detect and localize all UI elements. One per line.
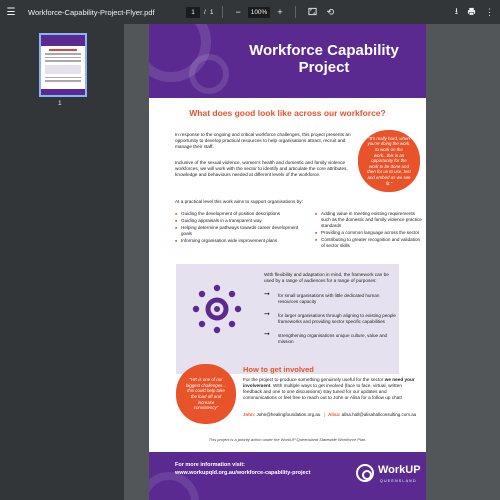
logo-subtitle: QUEENSLAND: [380, 479, 417, 483]
audience-item-text: for larger organisations through aligning to existing people frameworks and providing sector specific capabilities: [278, 313, 396, 324]
audience-item: [264, 333, 398, 345]
pdf-toolbar: [0, 0, 500, 24]
aims-paragraph: At a practical level this work aims to support organisations by:: [175, 199, 303, 204]
aims-list-left: [175, 211, 309, 245]
quote-bubble: [176, 364, 236, 424]
audience-item: [264, 293, 398, 305]
quote-bubble: [358, 130, 420, 192]
flyer-title: Workforce Capability Project: [249, 42, 399, 76]
list-item: ■ Contributing to greater recognition and validation of sector skills: [315, 237, 423, 249]
aims-list-right: [315, 211, 423, 250]
toolbar-divider: [222, 6, 223, 18]
thumbnail-header: [41, 35, 85, 46]
list-item: ■ Providing a common language across the sector: [315, 230, 423, 236]
thumbnail-text: [45, 53, 81, 55]
download-icon[interactable]: ⭳: [454, 6, 458, 16]
section-heading: What does good look like across our workforce?: [189, 108, 386, 118]
people-circle-icon: [192, 284, 242, 334]
page-zoom-controls: [186, 0, 337, 24]
workup-logo: [356, 462, 420, 494]
body-text: For the project to produce something genuinely useful for the sector: [243, 377, 385, 382]
list-item: ■ Adding value in meeting existing requirements such as the domestic and family violence practice standards: [315, 211, 423, 229]
how-to-get-involved-heading: How to get involved: [243, 365, 314, 374]
thumbnail-page-number: 1: [58, 100, 62, 107]
contact-label: John:: [243, 412, 256, 417]
contact-separator: |: [323, 412, 325, 417]
list-item: ■ Guiding appraisals in a transparent way: [175, 218, 309, 224]
quote-text: “It’s really hard, when you’re doing the work, to work on the work...this is an opportunity for the work to be done and then for us to use, test and embed as we see fit.”: [367, 135, 411, 186]
rotate-icon[interactable]: ⟲: [326, 6, 335, 17]
arrow-icon: ➞: [264, 291, 270, 298]
thumbnail-text: [45, 77, 81, 79]
toolbar-divider: [295, 6, 296, 18]
flyer-footer: [149, 452, 426, 500]
arrow-icon: ➞: [264, 331, 270, 338]
page-number-input[interactable]: 1: [186, 7, 200, 18]
zoom-in-button[interactable]: +: [277, 7, 283, 17]
audience-item-text: for small organisations with little dedicated human resources capacity: [278, 293, 380, 304]
audience-item: [264, 313, 398, 325]
list-item: ■ Helping determine pathways towards career development goals: [175, 225, 309, 237]
flyer-header: [149, 24, 426, 98]
thumbnail-footer: [41, 89, 85, 95]
intro-paragraph: In response to the ongoing and critical workforce challenges, this project presents an opportunity to develop practical resources to help organisations attract, recruit and manage their staff.: [175, 132, 351, 149]
footer-info: [175, 462, 310, 477]
body-emphasis: we need your involvement: [243, 377, 415, 388]
page-separator: /: [204, 8, 206, 16]
contact-line: [243, 412, 423, 417]
contact-label: Alisa:: [328, 412, 341, 417]
toolbar-actions: [455, 0, 494, 24]
footer-link[interactable]: www.workupqld.org.au/workforce-capability-project: [175, 469, 311, 476]
logo-name: WorkUP: [378, 464, 421, 476]
logo-mark-icon: [356, 464, 374, 482]
quote-text: “HR is one of our biggest challenges... this could help take the load off and increase consistency”: [185, 377, 227, 411]
file-name: Workforce-Capability-Project-Flyer.pdf: [28, 7, 155, 17]
audience-item-text: strengthening organisations unique culture, value and mission: [278, 333, 388, 344]
arrow-icon: ➞: [264, 311, 270, 318]
audience-panel: [176, 264, 399, 374]
footer-label: For more information visit:: [175, 462, 245, 468]
body-text: . With multiple ways to get involved (face to face, virtual, written feedback and one to one discussions) stay tuned for our updates and communications or feel free to reach out to John or Alisa for a follow up chat!: [243, 383, 402, 400]
header-decoration: [189, 54, 229, 94]
audience-intro: With flexibility and adaptation in mind, the framework can be used by a range of audiences for a range of purposes:: [264, 272, 389, 283]
contact-email[interactable]: John@healingfoundation.org.au: [256, 412, 321, 417]
print-icon[interactable]: [467, 7, 476, 18]
fit-to-page-icon[interactable]: [305, 7, 320, 18]
priority-note: This project is a priority action under the WorkUP Queensland Statewide Workforce Plan.: [208, 437, 367, 442]
list-item: ■ Guiding the development of position descriptions: [175, 211, 309, 217]
zoom-out-button[interactable]: −: [235, 7, 241, 17]
pdf-page: [149, 24, 426, 500]
menu-icon[interactable]: ☰: [6, 6, 16, 18]
list-item: ■ Informing organisation wide improvement plans: [175, 238, 309, 244]
thumbnail-text: [45, 80, 81, 82]
zoom-level-input[interactable]: 100%: [248, 7, 271, 18]
thumbnail-panel: [45, 65, 81, 74]
how-to-get-involved-body: [243, 377, 419, 401]
thumbnail-text: [45, 60, 81, 62]
scope-paragraph: Inclusive of the sexual violence, women’s health and domestic and family violence workforces, we will work with the sector to identify and articulate the core attributes, knowledge and behaviours needed at different levels of the workforce.: [175, 160, 348, 177]
contact-email[interactable]: alisa.hall@alisahallconsulting.com.au: [341, 412, 417, 417]
thumbnail-title-line: [49, 49, 77, 51]
more-vert-icon[interactable]: ⋮: [485, 6, 494, 17]
page-thumbnail[interactable]: [39, 33, 87, 97]
thumbnail-sidebar: [0, 24, 124, 500]
thumbnail-text: [45, 57, 81, 59]
page-total: 1: [209, 8, 214, 16]
